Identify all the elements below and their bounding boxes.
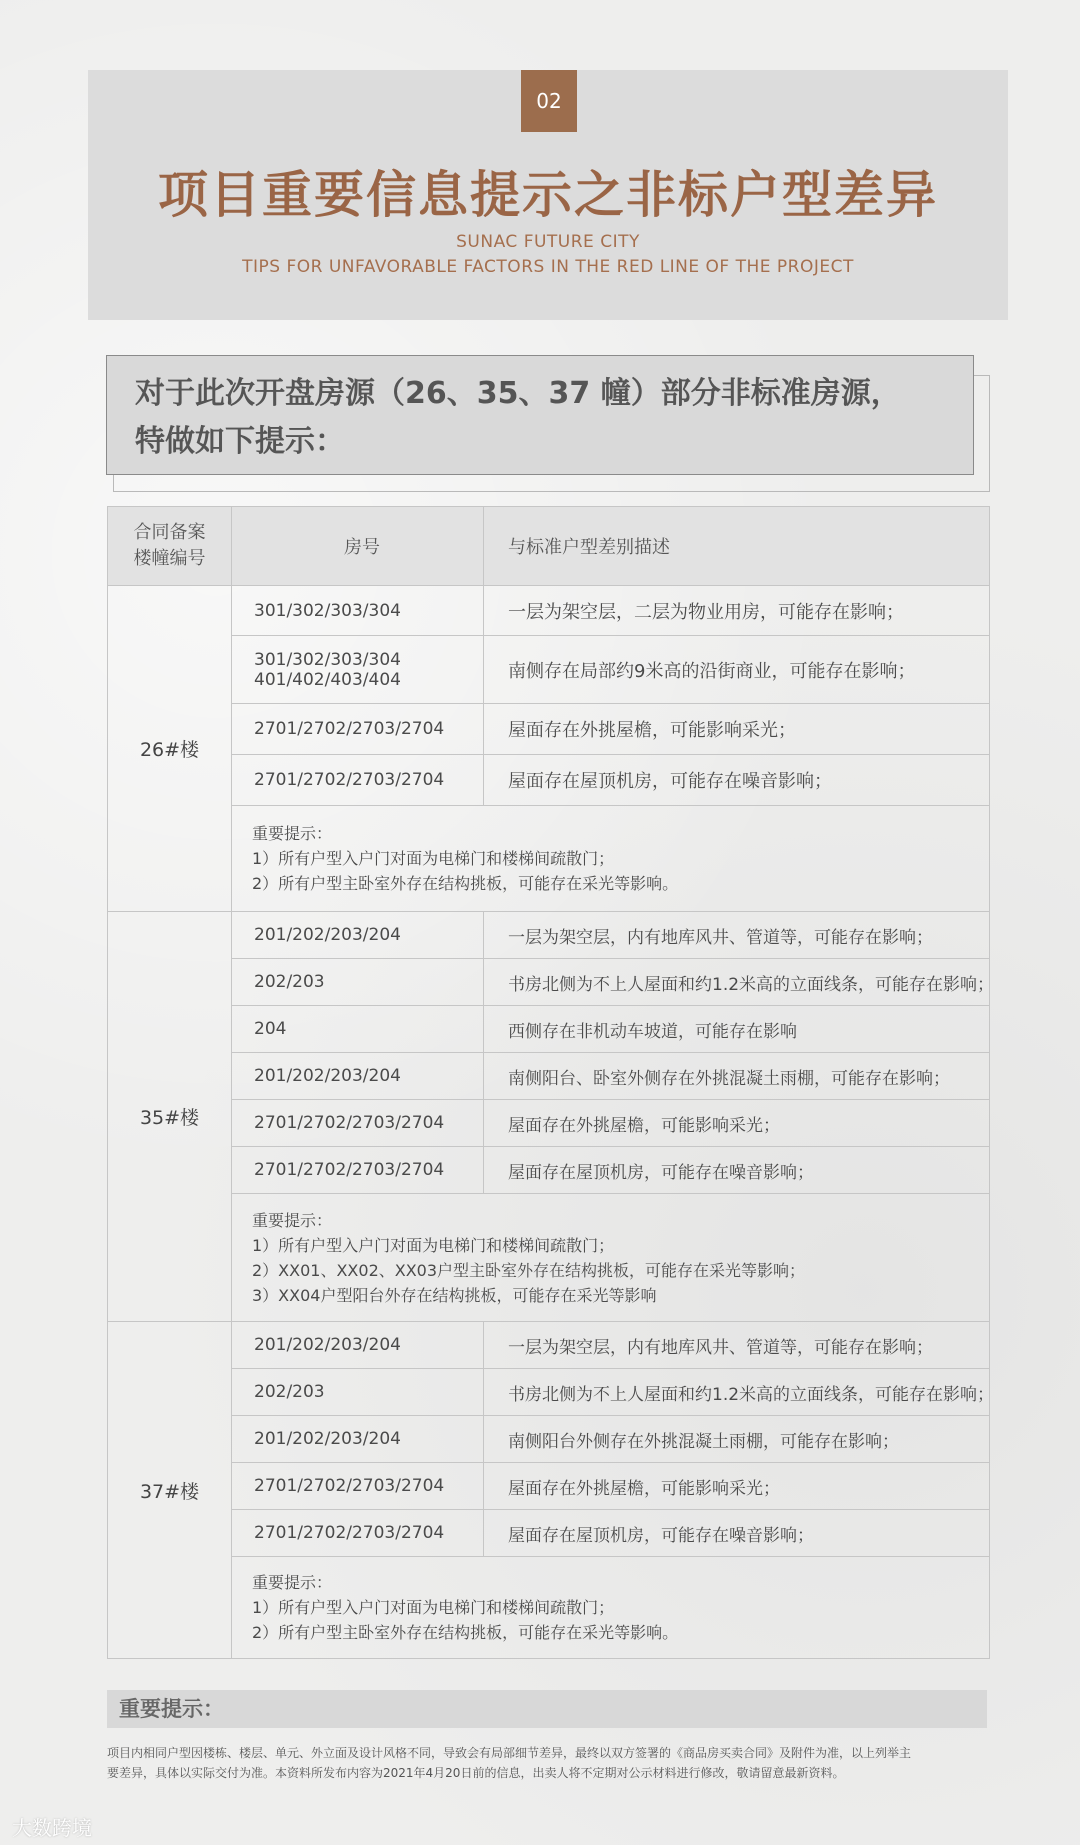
room-cell: 2701/2702/2703/2704 bbox=[232, 1147, 484, 1194]
table-row bbox=[108, 1100, 990, 1147]
section-number-badge: 02 bbox=[521, 70, 577, 132]
room-cell: 201/202/203/204 bbox=[232, 1053, 484, 1100]
description-cell: 屋面存在外挑屋檐，可能影响采光； bbox=[484, 1463, 990, 1510]
disclaimer-line-1: 项目内相同户型因楼栋、楼层、单元、外立面及设计风格不同，导致会有局部细节差异，最终以双方签署的《商品房买卖合同》及附件为准，以上列举主 bbox=[107, 1746, 912, 1760]
table-row bbox=[108, 1510, 990, 1557]
tip-line: 重要提示： bbox=[252, 1573, 333, 1592]
room-cell: 2701/2702/2703/2704 bbox=[232, 755, 484, 806]
table-row bbox=[108, 636, 990, 704]
building-cell: 26#楼 bbox=[108, 586, 232, 912]
table-row bbox=[108, 959, 990, 1006]
room-line: 301/302/303/304 bbox=[254, 649, 401, 670]
room-cell: 2701/2702/2703/2704 bbox=[232, 1100, 484, 1147]
tip-line: 1）所有户型入户门对面为电梯门和楼梯间疏散门； bbox=[252, 1235, 615, 1255]
description-cell: 一层为架空层，二层为物业用房，可能存在影响； bbox=[484, 586, 990, 636]
column-header-description: 与标准户型差别描述 bbox=[484, 507, 990, 586]
disclaimer-line-2: 要差异，具体以实际交付为准。本资料所发布内容为2021年4月20日前的信息，出卖人将不定期对公示材料进行修改，敬请留意最新资料。 bbox=[107, 1766, 845, 1780]
table-row bbox=[108, 912, 990, 959]
watermark-logo: 大数跨境 bbox=[12, 1816, 92, 1840]
room-cell: 201/202/203/204 bbox=[232, 912, 484, 959]
tip-line: 2）所有户型主卧室外存在结构挑板，可能存在采光等影响。 bbox=[252, 874, 679, 893]
room-cell: 2701/2702/2703/2704 bbox=[232, 1510, 484, 1557]
non-standard-units-table bbox=[107, 506, 995, 1659]
notice-line-1: 对于此次开盘房源（26、35、37 幢）部分非标准房源， bbox=[135, 376, 901, 411]
tip-line: 1）所有户型入户门对面为电梯门和楼梯间疏散门； bbox=[252, 849, 615, 868]
column-header-building-line-1: 合同备案 bbox=[133, 522, 206, 543]
tip-line: 1）所有户型入户门对面为电梯门和楼梯间疏散门； bbox=[252, 1598, 615, 1617]
description-cell: 一层为架空层，内有地库风井、管道等，可能存在影响； bbox=[484, 1322, 990, 1369]
description-cell: 南侧阳台外侧存在外挑混凝土雨棚，可能存在影响； bbox=[484, 1416, 990, 1463]
description-cell: 一层为架空层，内有地库风井、管道等，可能存在影响； bbox=[484, 912, 990, 959]
description-cell: 南侧存在局部约9米高的沿街商业，可能存在影响； bbox=[484, 636, 990, 704]
room-cell: 202/203 bbox=[232, 1369, 484, 1416]
subtitle-tips: TIPS FOR UNFAVORABLE FACTORS IN THE RED LINE OF THE PROJECT bbox=[242, 257, 854, 277]
room-cell: 202/203 bbox=[232, 959, 484, 1006]
description-cell: 南侧阳台、卧室外侧存在外挑混凝土雨棚，可能存在影响； bbox=[484, 1053, 990, 1100]
notice-line-2: 特做如下提示： bbox=[135, 424, 345, 459]
table-row bbox=[108, 755, 990, 806]
table-row bbox=[108, 586, 990, 636]
important-notice-bar: 重要提示： bbox=[107, 1690, 987, 1728]
building-cell: 35#楼 bbox=[108, 912, 232, 1322]
table-header-row bbox=[108, 507, 990, 586]
notice-box bbox=[106, 355, 974, 475]
tips-row bbox=[108, 806, 990, 912]
room-cell: 2701/2702/2703/2704 bbox=[232, 704, 484, 755]
tip-line: 3）XX04户型阳台外存在结构挑板，可能存在采光等影响 bbox=[252, 1285, 657, 1305]
description-cell: 西侧存在非机动车坡道，可能存在影响 bbox=[484, 1006, 990, 1053]
subtitle-project-name: SUNAC FUTURE CITY bbox=[456, 232, 640, 252]
tips-row bbox=[108, 1557, 990, 1659]
tips-cell bbox=[232, 806, 990, 912]
table-row bbox=[108, 1147, 990, 1194]
page-title: 项目重要信息提示之非标户型差异 bbox=[158, 166, 938, 224]
room-cell: 201/202/203/204 bbox=[232, 1322, 484, 1369]
tip-line: 重要提示： bbox=[252, 824, 333, 843]
tip-line: 重要提示： bbox=[252, 1210, 333, 1230]
room-line: 401/402/403/404 bbox=[254, 669, 401, 690]
building-cell: 37#楼 bbox=[108, 1322, 232, 1659]
disclaimer-text bbox=[107, 1743, 989, 1783]
tip-line: 2）XX01、XX02、XX03户型主卧室外存在结构挑板，可能存在采光等影响； bbox=[252, 1260, 806, 1280]
table-row bbox=[108, 1369, 990, 1416]
table-row bbox=[108, 1463, 990, 1510]
description-cell: 屋面存在外挑屋檐，可能影响采光； bbox=[484, 1100, 990, 1147]
description-cell: 屋面存在屋顶机房，可能存在噪音影响； bbox=[484, 755, 990, 806]
column-header-building-line-2: 楼幢编号 bbox=[133, 548, 206, 569]
tip-line: 2）所有户型主卧室外存在结构挑板，可能存在采光等影响。 bbox=[252, 1623, 679, 1642]
description-cell: 书房北侧为不上人屋面和约1.2米高的立面线条，可能存在影响； bbox=[484, 1369, 990, 1416]
tips-row bbox=[108, 1194, 990, 1322]
table-row bbox=[108, 1006, 990, 1053]
tips-cell bbox=[232, 1194, 990, 1322]
room-cell bbox=[232, 636, 484, 704]
room-cell: 2701/2702/2703/2704 bbox=[232, 1463, 484, 1510]
description-cell: 屋面存在外挑屋檐，可能影响采光； bbox=[484, 704, 990, 755]
column-header-room: 房号 bbox=[232, 507, 484, 586]
room-cell: 301/302/303/304 bbox=[232, 586, 484, 636]
column-header-building bbox=[108, 507, 232, 586]
table-row bbox=[108, 704, 990, 755]
description-cell: 屋面存在屋顶机房，可能存在噪音影响； bbox=[484, 1510, 990, 1557]
tips-cell bbox=[232, 1557, 990, 1659]
room-cell: 201/202/203/204 bbox=[232, 1416, 484, 1463]
table-row bbox=[108, 1053, 990, 1100]
description-cell: 书房北侧为不上人屋面和约1.2米高的立面线条，可能存在影响； bbox=[484, 959, 990, 1006]
table-row bbox=[108, 1416, 990, 1463]
table-row bbox=[108, 1322, 990, 1369]
room-cell: 204 bbox=[232, 1006, 484, 1053]
description-cell: 屋面存在屋顶机房，可能存在噪音影响； bbox=[484, 1147, 990, 1194]
